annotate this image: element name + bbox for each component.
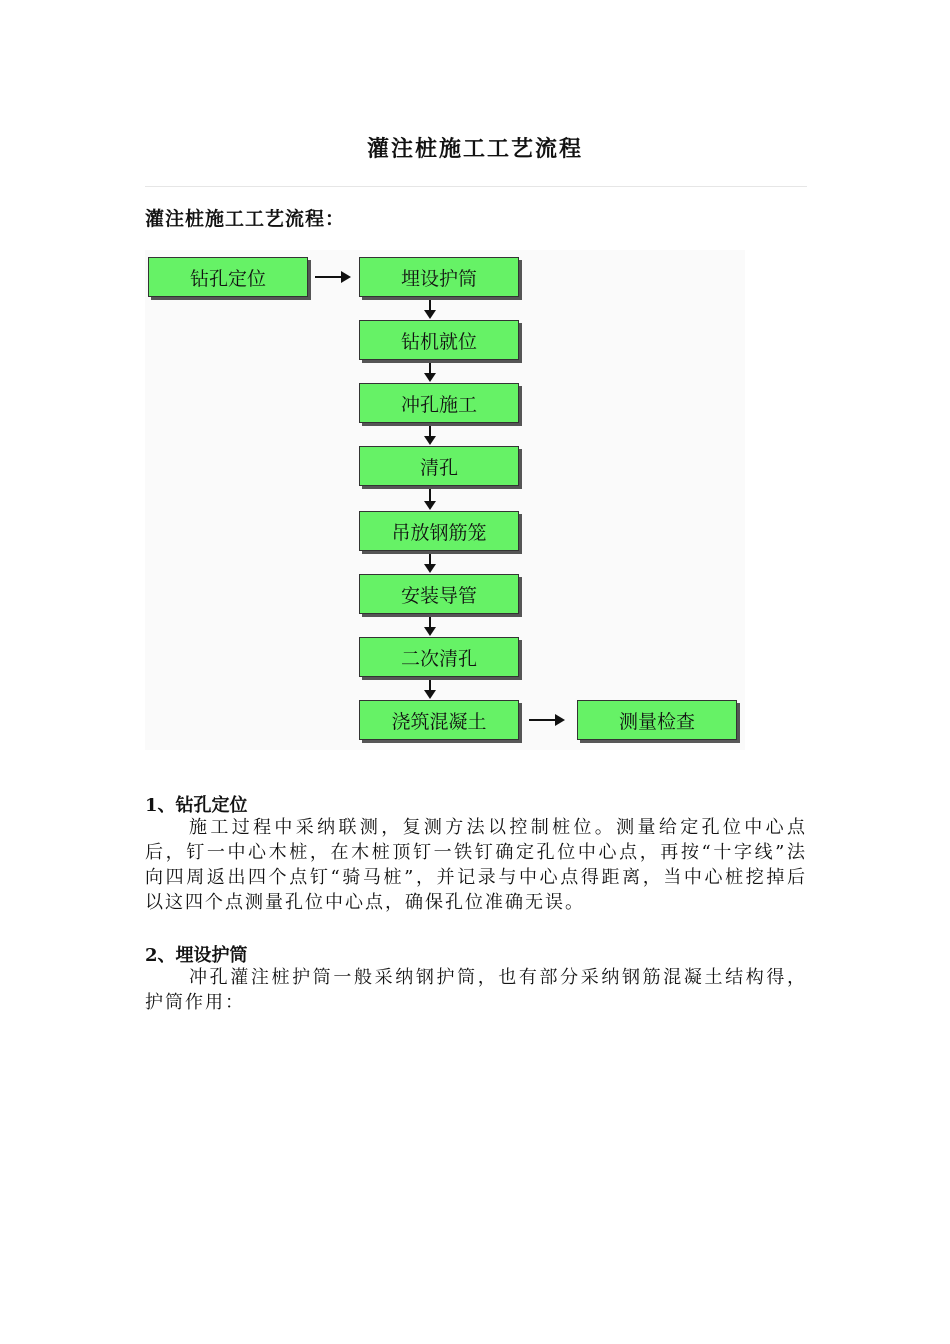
section-1-heading: 1、钻孔定位 — [145, 795, 248, 816]
step-drilling-positioning: 钻孔定位 — [148, 257, 308, 297]
step-8: 浇筑混凝土 — [359, 700, 519, 740]
flowchart-heading: 灌注桩施工工艺流程： — [145, 208, 346, 230]
arrow-down-5 — [429, 554, 431, 570]
arrow-down-1 — [429, 300, 431, 316]
section-2-heading: 2、埋设护筒 — [145, 945, 248, 966]
section-1-text: 施工过程中采纳联测，复测方法以控制桩位。测量给定孔位中心点后，钉一中心木桩，在木桩顶钉一铁钉确定孔位中心点，再按“十字线”法向四周返出四个点钉“骑马桩”，并记录与中心点得距离，当中心桩挖掉后以这四个点测量孔位中心点，确保孔位准确无误。 — [145, 817, 807, 913]
step-3: 冲孔施工 — [359, 383, 519, 423]
step-5: 吊放钢筋笼 — [359, 511, 519, 551]
arrow-down-3 — [429, 426, 431, 442]
section-2-text: 冲孔灌注桩护筒一般采纳钢护筒，也有部分采纳钢筋混凝土结构得，护筒作用： — [145, 967, 807, 1013]
step-1: 埋设护筒 — [359, 257, 519, 297]
step-measurement-check: 测量检查 — [577, 700, 737, 740]
title-divider — [145, 186, 807, 187]
step-4: 清孔 — [359, 446, 519, 486]
arrow-right-2 — [529, 719, 563, 721]
step-6: 安装导管 — [359, 574, 519, 614]
arrow-right-1 — [315, 276, 349, 278]
process-flowchart — [145, 250, 745, 750]
arrow-down-7 — [429, 680, 431, 696]
arrow-down-4 — [429, 489, 431, 507]
page-title: 灌注桩施工工艺流程 — [366, 136, 583, 162]
step-2: 钻机就位 — [359, 320, 519, 360]
step-7: 二次清孔 — [359, 637, 519, 677]
arrow-down-2 — [429, 363, 431, 379]
arrow-down-6 — [429, 617, 431, 633]
